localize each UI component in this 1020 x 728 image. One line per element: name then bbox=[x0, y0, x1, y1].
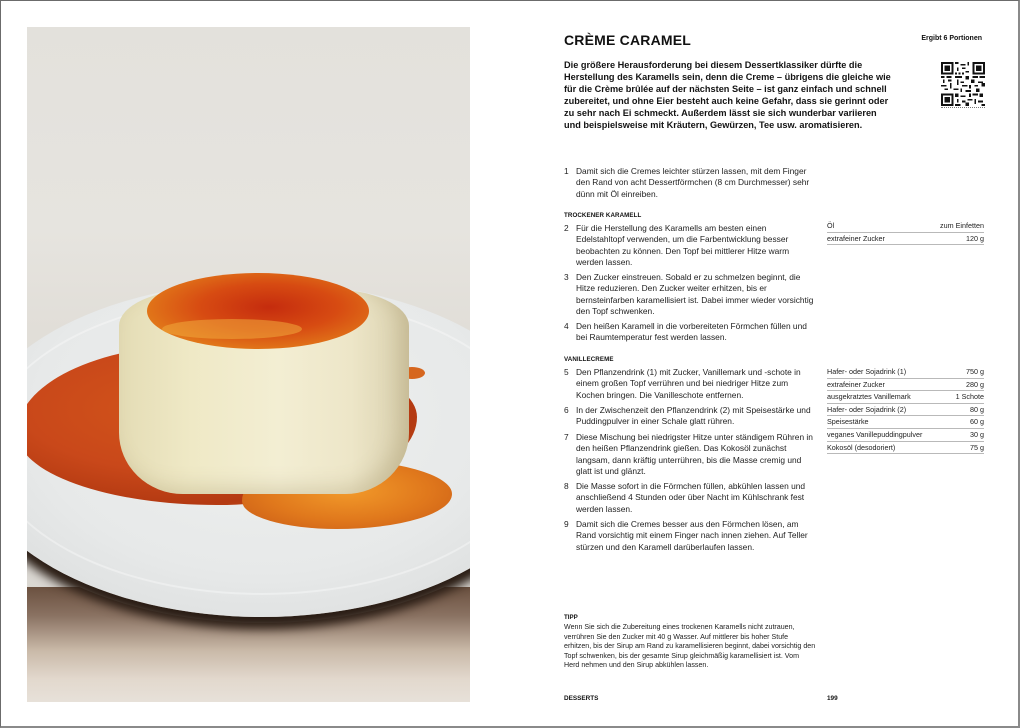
ingredient-name: extrafeiner Zucker bbox=[827, 379, 885, 389]
ingredient-name: Speisestärke bbox=[827, 417, 869, 427]
ingredient-name: Hafer- oder Sojadrink (2) bbox=[827, 404, 907, 414]
step-2 bbox=[564, 223, 814, 268]
step-4 bbox=[564, 321, 814, 344]
recipe-yield: Ergibt 6 Portionen bbox=[921, 35, 982, 42]
photo-flan-shine bbox=[162, 319, 302, 339]
ingredient-amount: 1 Schote bbox=[955, 392, 984, 402]
step-8 bbox=[564, 481, 814, 515]
step-text: Diese Mischung bei niedrigster Hitze unter ständigem Rühren in den heißen Pflanzendrink gießen. Das Kokosöl zunächst langsam, dann kräftig unterrühren, bis die Masse cremig und glatt ist und glänzt. bbox=[576, 432, 813, 476]
ingredient-row bbox=[827, 416, 984, 429]
recipe-intro: Die größere Herausforderung bei diesem Dessertklassiker dürfte die Herstellung des Karamells sein, denn die Creme – übrigens die gleiche wie für die Crème brûlée auf der nächsten Seite – ist ganz einfach und schnell zubereitet, und ohne Eier besteht auch keine Gefahr, dass sie gerinnt oder zu sehr nach Ei schmeckt. Außerdem lässt sie sich wunderbar variieren und beispielsweise mit Kräutern, Gewürzen, Tee usw. aromatisieren. bbox=[564, 60, 891, 131]
step-number: 7 bbox=[564, 432, 569, 442]
section-label-karamell: TROCKENER KARAMELL bbox=[564, 212, 642, 219]
step-number: 9 bbox=[564, 519, 569, 529]
recipe-photo bbox=[27, 27, 470, 702]
step-text: Damit sich die Cremes besser aus den Förmchen lösen, am Rand vorsichtig mit einem Finger nach innen ziehen. Auf Teller stürzen und den Karamell darüberlaufen lassen. bbox=[576, 519, 808, 552]
section-label-vanillecreme: VANILLECREME bbox=[564, 356, 614, 363]
ingredient-row bbox=[827, 391, 984, 404]
ingredient-amount: 30 g bbox=[970, 429, 984, 439]
step-9 bbox=[564, 519, 814, 553]
ingredient-name: Hafer- oder Sojadrink (1) bbox=[827, 367, 907, 376]
ingredient-amount: 280 g bbox=[966, 379, 984, 389]
step-number: 6 bbox=[564, 405, 569, 415]
ingredient-row bbox=[827, 220, 984, 233]
step-number: 4 bbox=[564, 321, 569, 331]
ingredient-amount: zum Einfetten bbox=[940, 221, 984, 230]
step-5 bbox=[564, 367, 814, 401]
step-number: 5 bbox=[564, 367, 569, 377]
ingredient-name: Kokosöl (desodoriert) bbox=[827, 442, 896, 452]
step-3 bbox=[564, 272, 814, 317]
footer-section-name: DESSERTS bbox=[564, 695, 599, 702]
ingredient-row bbox=[827, 429, 984, 442]
ingredient-amount: 60 g bbox=[970, 417, 984, 427]
step-number: 8 bbox=[564, 481, 569, 491]
ingredient-amount: 75 g bbox=[970, 442, 984, 452]
step-text: In der Zwischenzeit den Pflanzendrink (2) mit Speisestärke und Puddingpulver in einer Schale glatt rühren. bbox=[576, 405, 811, 427]
step-text: Den heißen Karamell in die vorbereiteten Förmchen füllen und bei Raumtemperatur fest werden lassen. bbox=[576, 321, 807, 343]
step-1 bbox=[564, 166, 814, 200]
ingredient-row bbox=[827, 404, 984, 417]
ingredient-amount: 120 g bbox=[966, 233, 984, 243]
ingredient-name: extrafeiner Zucker bbox=[827, 233, 885, 243]
step-number: 2 bbox=[564, 223, 569, 233]
tip-text: Wenn Sie sich die Zubereitung eines trockenen Karamells nicht zutrauen, verrühren Sie den Zucker mit 40 g Wasser. Auf mittlerer bis hoher Stufe erhitzen, bis der Sirup am Rand zu karamellisieren beginnt, dabei vorsichtig den Topf schwenken, bis der gesamte Sirup gleichmäßig karamellisiert ist. Vom Herd nehmen und den Sirup abkühlen lassen. bbox=[564, 623, 816, 670]
ingredient-row bbox=[827, 366, 984, 379]
qr-code-icon[interactable] bbox=[941, 62, 985, 106]
step-text: Für die Herstellung des Karamells am besten einen Edelstahltopf verwenden, um die Farbentwicklung besser beobachten zu können. Den Topf bei mittlerer Hitze warm werden lassen. bbox=[576, 223, 790, 267]
ingredient-name: veganes Vanillepuddingpulver bbox=[827, 429, 923, 439]
ingredient-amount: 80 g bbox=[970, 404, 984, 414]
step-text: Den Zucker einstreuen. Sobald er zu schmelzen beginnt, die Hitze reduzieren. Den Zucker weiter erhitzen, bis er bernsteinfarben karamellisiert ist. Dabei immer wieder vorsichtig den Topf schwenken. bbox=[576, 272, 814, 316]
step-text: Die Masse sofort in die Förmchen füllen, abkühlen lassen und anschließend 4 Stunden oder über Nacht im Kühlschrank fest werden lassen. bbox=[576, 481, 806, 514]
ingredient-row bbox=[827, 379, 984, 392]
step-text: Den Pflanzendrink (1) mit Zucker, Vanillemark und -schote in einem großen Topf verrühren und bei niedriger Hitze zum Kochen bringen. Die Vanilleschote entfernen. bbox=[576, 367, 801, 400]
ingredients-vanillecreme bbox=[827, 366, 984, 454]
step-6 bbox=[564, 405, 814, 428]
page-number: 199 bbox=[827, 695, 838, 702]
ingredient-row bbox=[827, 442, 984, 455]
recipe-title: CRÈME CARAMEL bbox=[564, 32, 692, 48]
tip-label: TIPP bbox=[564, 614, 578, 621]
ingredients-karamell bbox=[827, 220, 984, 245]
step-number: 1 bbox=[564, 166, 569, 176]
qr-caption-line bbox=[941, 107, 985, 109]
step-number: 3 bbox=[564, 272, 569, 282]
step-text: Damit sich die Cremes leichter stürzen lassen, mit dem Finger den Rand von acht Dessertförmchen (8 cm Durchmesser) sehr dünn mit Öl einreiben. bbox=[576, 166, 810, 199]
ingredient-amount: 750 g bbox=[966, 367, 984, 376]
ingredient-name: ausgekratztes Vanillemark bbox=[827, 392, 911, 402]
ingredient-name: Öl bbox=[827, 221, 835, 230]
step-7 bbox=[564, 432, 814, 477]
ingredient-row bbox=[827, 233, 984, 246]
